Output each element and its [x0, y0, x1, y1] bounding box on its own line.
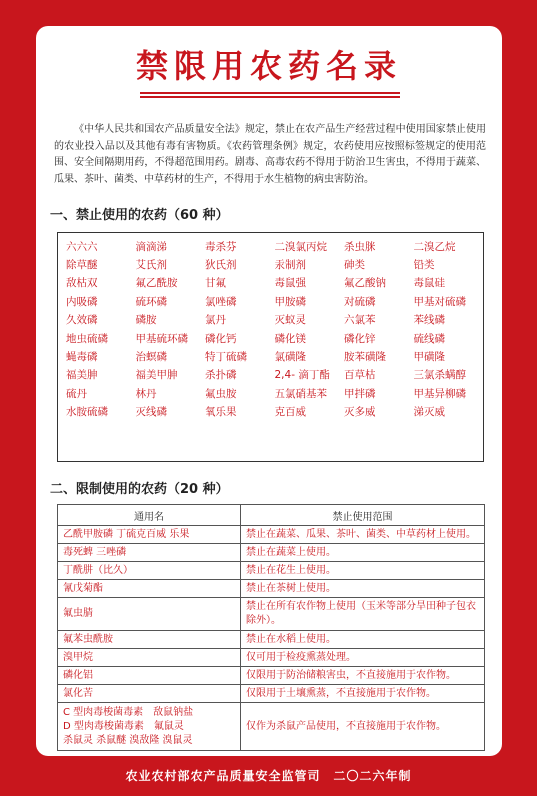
banned-pesticide: 硫丹 — [66, 387, 87, 400]
page-title: 禁限用农药名录 — [135, 47, 402, 85]
banned-row — [66, 329, 483, 347]
banned-pesticide: 甲基硫环磷 — [135, 332, 188, 345]
banned-pesticide: 灭多威 — [344, 406, 376, 419]
banned-pesticide: 狄氏剂 — [205, 259, 237, 272]
banned-pesticide: 特丁硫磷 — [205, 351, 247, 364]
banned-pesticide: 硫环磷 — [135, 295, 167, 308]
banned-pesticide: 除草醚 — [66, 259, 98, 272]
banned-pesticide: 磷化钙 — [205, 332, 237, 345]
restricted-scope: 禁止在茶树上使用。 — [241, 580, 485, 598]
banned-pesticide: 磷化镁 — [274, 332, 306, 345]
banned-pesticide: 毒鼠强 — [274, 277, 306, 290]
restricted-pesticide-name: 氟虫腈 — [58, 598, 241, 631]
banned-pesticide: 毒鼠硅 — [413, 277, 445, 290]
banned-pesticide: 地虫硫磷 — [66, 332, 108, 345]
banned-row — [66, 237, 483, 255]
banned-row — [66, 311, 483, 329]
banned-pesticide: 蝇毒磷 — [66, 351, 98, 364]
restricted-scope: 禁止在所有农作物上使用（玉米等部分旱田种子包衣除外）。 — [241, 598, 485, 631]
banned-pesticide: 甲磺隆 — [413, 351, 445, 364]
banned-row — [66, 255, 483, 273]
restricted-pesticide-name: 磷化铝 — [58, 667, 241, 685]
restricted-pesticide-name: C 型肉毒梭菌毒素 敌鼠钠盐 D 型肉毒梭菌毒素 氟鼠灵 杀鼠灵 杀鼠醚 溴敌隆 溴鼠灵 — [58, 703, 241, 751]
banned-pesticide: 氟乙酸钠 — [344, 277, 386, 290]
banned-pesticide: 铅类 — [413, 259, 435, 272]
header-banned-scope: 禁止使用范围 — [241, 505, 485, 526]
banned-pesticide: 砷类 — [344, 259, 365, 272]
banned-pesticide: 水胺硫磷 — [66, 406, 108, 419]
banned-pesticide: 氯磺隆 — [274, 351, 306, 364]
banned-pesticide: 滴滴涕 — [135, 240, 167, 253]
banned-row — [66, 274, 483, 292]
restricted-pesticide-name: 氟苯虫酰胺 — [58, 631, 241, 649]
banned-pesticide: 氯丹 — [205, 314, 226, 327]
banned-pesticide: 艾氏剂 — [135, 259, 167, 272]
banned-pesticide: 杀虫脒 — [344, 240, 376, 253]
banned-pesticide: 氧乐果 — [205, 406, 237, 419]
banned-pesticide: 二溴氯丙烷 — [274, 240, 327, 253]
banned-pesticide: 磷化锌 — [344, 332, 376, 345]
banned-pesticide: 苯线磷 — [413, 314, 445, 327]
banned-pesticide: 久效磷 — [66, 314, 98, 327]
header-common-name: 通用名 — [58, 505, 241, 526]
banned-pesticide: 灭蚁灵 — [274, 314, 306, 327]
restricted-scope: 仅可用于检疫熏蒸处理。 — [241, 649, 485, 667]
banned-pesticide: 涕灭威 — [413, 406, 445, 419]
table-row — [58, 703, 485, 751]
banned-pesticide: 五氯硝基苯 — [274, 387, 327, 400]
title-underline-top — [140, 92, 400, 94]
restricted-pesticide-name: 乙酰甲胺磷 丁硫克百威 乐果 — [58, 526, 241, 544]
banned-pesticide: 二溴乙烷 — [413, 240, 456, 253]
restricted-scope: 禁止在蔬菜上使用。 — [241, 544, 485, 562]
intro-paragraph: 《中华人民共和国农产品质量安全法》规定，禁止在农产品生产经营过程中使用国家禁止使用的农业投入品以及其他有毒有害物质。《农药管理条例》规定，农药使用应按照标签规定的使用范围、安全间隔期用药，不得超范围用药。剧毒、高毒农药不得用于防治卫生害虫，不得用于蔬菜、瓜果、茶叶、菌类、中草药材的生产，不得用于水生植物的病虫害防治。 — [54, 124, 486, 186]
banned-row — [66, 366, 483, 384]
banned-pesticide: 甲拌磷 — [344, 387, 376, 400]
table-header-row — [58, 505, 485, 526]
banned-pesticide: 氯唑磷 — [205, 295, 237, 308]
banned-pesticide: 甲胺磷 — [274, 295, 306, 308]
banned-pesticide: 杀扑磷 — [205, 369, 237, 382]
restricted-pesticide-name: 溴甲烷 — [58, 649, 241, 667]
table-row — [58, 526, 485, 544]
banned-pesticide: 甘氟 — [205, 277, 226, 290]
banned-pesticide: 林丹 — [135, 387, 157, 400]
banned-pesticide: 磷胺 — [135, 314, 157, 327]
banned-pesticide: 氟乙酰胺 — [135, 277, 178, 290]
banned-pesticide: 福美甲胂 — [135, 369, 178, 382]
table-row — [58, 598, 485, 631]
banned-row — [66, 384, 483, 402]
banned-pesticide: 对硫磷 — [344, 295, 376, 308]
banned-pesticide: 六六六 — [66, 240, 98, 253]
banned-pesticide: 克百威 — [274, 406, 306, 419]
banned-pesticide: 2,4- 滴丁酯 — [274, 369, 330, 382]
table-row — [58, 544, 485, 562]
banned-pesticide: 氟虫胺 — [205, 387, 237, 400]
restricted-scope: 仅限用于土壤熏蒸，不直接施用于农作物。 — [241, 685, 485, 703]
restricted-pesticide-name: 毒死蜱 三唑磷 — [58, 544, 241, 562]
banned-pesticide: 福美胂 — [66, 369, 98, 382]
restricted-scope: 仅限用于防治储粮害虫，不直接施用于农作物。 — [241, 667, 485, 685]
banned-pesticide: 甲基异柳磷 — [413, 387, 466, 400]
banned-pesticides-grid — [57, 232, 484, 462]
table-row — [58, 580, 485, 598]
table-row — [58, 649, 485, 667]
banned-row — [66, 347, 483, 365]
restricted-pesticide-name: 丁酰肼（比久） — [58, 562, 241, 580]
banned-pesticide: 硫线磷 — [413, 332, 445, 345]
table-row — [58, 562, 485, 580]
restricted-section-title: 二、限制使用的农药（20 种） — [50, 482, 229, 497]
banned-pesticide: 六氯苯 — [344, 314, 376, 327]
banned-pesticide: 甲基对硫磷 — [413, 295, 466, 308]
restricted-scope: 仅作为杀鼠产品使用，不直接施用于农作物。 — [241, 703, 485, 751]
restricted-scope: 禁止在花生上使用。 — [241, 562, 485, 580]
restricted-pesticide-name: 氰戊菊酯 — [58, 580, 241, 598]
banned-pesticide: 毒杀芬 — [205, 240, 237, 253]
restricted-scope: 禁止在蔬菜、瓜果、茶叶、菌类、中草药材上使用。 — [241, 526, 485, 544]
content-card — [36, 26, 502, 756]
banned-pesticide: 内吸磷 — [66, 295, 98, 308]
table-row — [58, 685, 485, 703]
banned-pesticide: 胺苯磺隆 — [344, 351, 386, 364]
banned-pesticide: 汞制剂 — [274, 259, 306, 272]
banned-pesticide: 敌枯双 — [66, 277, 98, 290]
banned-section-title: 一、禁止使用的农药（60 种） — [50, 208, 229, 223]
restricted-pesticides-table — [57, 504, 485, 751]
restricted-pesticide-name: 氯化苦 — [58, 685, 241, 703]
banned-row — [66, 403, 483, 421]
banned-row — [66, 292, 483, 310]
banned-pesticide: 百草枯 — [344, 369, 376, 382]
banned-pesticide: 三氯杀螨醇 — [413, 369, 466, 382]
restricted-scope: 禁止在水稻上使用。 — [241, 631, 485, 649]
table-row — [58, 631, 485, 649]
footer-issuer: 农业农村部农产品质量安全监管司 二〇二六年制 — [125, 769, 412, 783]
banned-pesticide: 治螟磷 — [135, 351, 167, 364]
title-underline-bottom — [140, 96, 400, 98]
banned-pesticide: 灭线磷 — [135, 406, 167, 419]
table-row — [58, 667, 485, 685]
